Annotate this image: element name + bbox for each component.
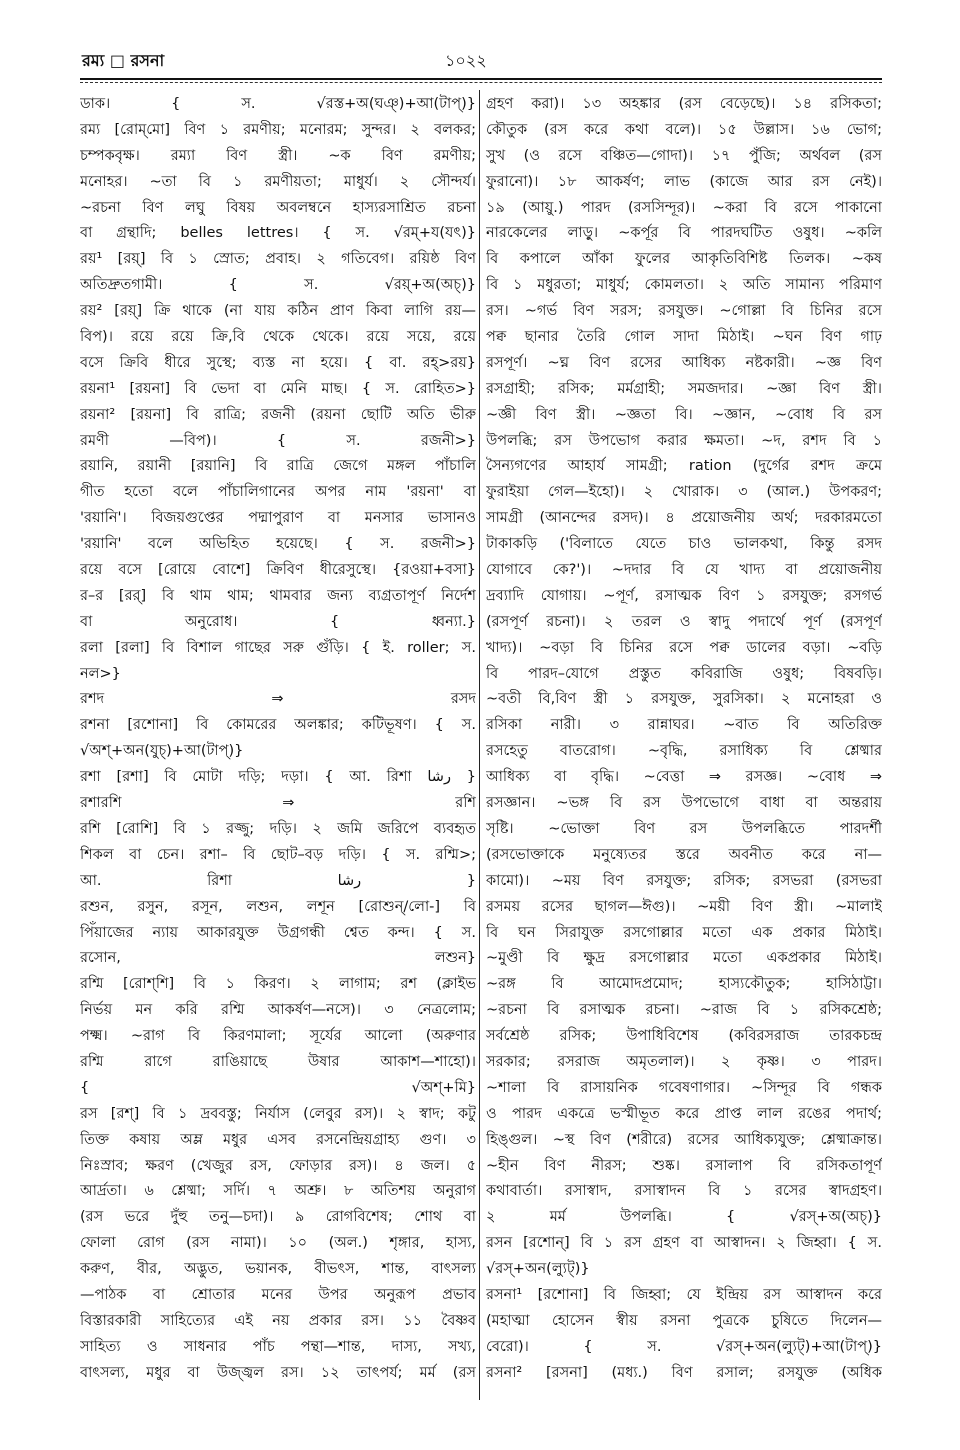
text-line: 'রয়ানি'। বিজয়গুপ্তের পদ্মাপুরাণ বা মনসার ভাসানও <box>80 510 476 527</box>
text-line: মনোহর। ~তা বি ১ রমণীয়তা; মাধুর্য। ২ সৌন্দর্য। <box>80 173 476 190</box>
text-line: উপলব্ধি; রস উপভোগ করার ক্ষমতা। ~দ, রশদ বি ১ <box>486 432 882 449</box>
text-line: ফুরাইয়া গেল—ইহো)। ২ খোরাক। ৩ (আল.) উপকরণ; <box>486 484 882 501</box>
text-line: বিপ)। রয়ে রয়ে ক্রি,বি থেকে থেকে। রয়ে সয়ে, রয়ে <box>80 329 476 346</box>
text-line: নল>} <box>80 665 121 682</box>
text-line: রয়না¹ [রয়না] বি ভেদা বা মেনি মাছ। { স. রোহিত>} <box>80 380 476 397</box>
text-line: পক্ব ছানার তৈরি গোল সাদা মিঠাই। ~ঘন বিণ গাঢ় <box>486 329 882 346</box>
text-line: খাদ্য)। ~বড়া বি চিনির রসে পক্ব ডালের বড়া। ~বড়ি <box>486 639 882 656</box>
text-line: টাকাকড়ি ('বিলাতে যেতে চাও ভালকথা, কিন্তু রসদ <box>486 536 882 553</box>
text-line: রসোন, লশুন} <box>80 950 476 967</box>
text-line: তিক্ত কষায় অম্ল মধুর এসব রসনেন্দ্রিয়গ্রাহ্য গুণ। ৩ <box>80 1131 476 1148</box>
text-line: { √অশ্+মি} <box>80 1079 476 1096</box>
text-line: রস। ~গর্ভ বিণ সরস; রসযুক্ত। ~গোল্লা বি চিনির রসে <box>486 303 882 320</box>
text-line: কৌতুক (রস করে কথা বলে)। ১৫ উল্লাস। ১৬ ভোগ; <box>486 121 882 138</box>
text-line: ~হীন বিণ নীরস; শুষ্ক। রসালাপ বি রসিকতাপূর্ণ <box>486 1157 882 1174</box>
text-line: ফুরানো)। ১৮ আকর্ষণ; লাভ (কাজে আর রস নেই)। <box>486 173 882 190</box>
text-line: বি কপালে আঁকা ফুলের আকৃতিবিশিষ্ট তিলক। ~কষ <box>486 251 882 268</box>
text-line: রমণী —বিপ)। { স. রজনী>} <box>80 432 476 449</box>
text-line: রম্য [রোম্‌মো] বিণ ১ রমণীয়; মনোরম; সুন্দর। ২ বলকর; <box>80 121 476 138</box>
text-line: র–র [রর্] বি থাম থাম; থামবার জন্য ব্যগ্রতাপূর্ণ নির্দেশ <box>80 587 476 604</box>
text-line: রয়² [রয়্] ক্রি থাকে (না যায় কঠিন প্রাণ কিবা লাগি রয়— <box>80 303 476 320</box>
text-line: হিঙ্গুল। ~স্থ বিণ (শরীরে) রসের আধিক্যযুক্ত; শ্লেষ্মাক্রান্ত। <box>486 1131 882 1148</box>
text-line: অতিদ্রুতগামী। { স. √রয়্+অ(অচ্)} <box>80 277 476 294</box>
text-line: কামো)। ~ময় বিণ রসযুক্ত; রসিক; রসভরা (রসভরা <box>486 872 882 889</box>
text-line: ২ মর্ম উপলব্ধি। { √রস্+অ(অচ্)} <box>486 1209 882 1226</box>
guide-words: রম্য □ রসনা <box>82 51 165 70</box>
text-line: সামগ্রী (আনন্দের রসদ)। ৪ প্রয়োজনীয় অর্থ; দরকারমতো <box>486 510 882 527</box>
text-line: (রসভোক্তাকে মনুষ্যেতর স্তরে অবনীত করে না— <box>486 846 882 863</box>
text-line: রশদ ⇒ রসদ <box>80 691 476 708</box>
text-line: সুখ (ও রসে বঞ্চিত—গোদা)। ১৭ পুঁজি; অর্থবল (রস <box>486 147 882 164</box>
text-line: বসে ক্রিবি ধীরে সুস্থে; ব্যস্ত না হয়ে। { বা. রহ্>রয়} <box>80 354 476 371</box>
text-line: নিঃস্রাব; ক্ষরণ (খেজুর রস, ফোড়ার রস)। ৪ জল। ৫ <box>80 1157 476 1174</box>
text-line: (রসপূর্ণ রচনা)। ২ তরল ও স্বাদু পদার্থে পূর্ণ (রসপূর্ণ <box>486 613 882 630</box>
text-line: সর্বশ্রেষ্ঠ রসিক; উপাধিবিশেষ (কবিরসরাজ তারকচন্দ্র <box>486 1028 882 1045</box>
text-line: বি পারদ–যোগে প্রস্তুত কবিরাজি ওষুধ; বিষবড়ি। <box>486 665 882 682</box>
text-line: সৃষ্টি। ~ভোক্তা বিণ রস উপলব্ধিতে পারদর্শী <box>486 820 882 837</box>
text-line: রয়ানি, রয়ানী [রয়ানি] বি রাত্রি জেগে মঙ্গল পাঁচালি <box>80 458 476 475</box>
text-line: বেরো)। { স. √রস্+অন(ল্যুট্)+আ(টাপ্)} <box>486 1338 882 1355</box>
text-line: রয়ে বসে [রোয়ে বোশে] ক্রিবিণ ধীরেসুস্থে। {রওয়া+বসা} <box>80 562 476 579</box>
text-line: রশ্মি রাগে রাঙিয়াছে উষার আকাশ—শাহো)। <box>80 1053 476 1070</box>
header-rule <box>80 78 882 80</box>
text-line: ও পারদ একত্রে ভস্মীভূত করে প্রাপ্ত লাল রঙের পদার্থ; <box>486 1105 882 1122</box>
text-line: রসনা² [রসনা] (মধ্য.) বিণ রসাল; রসযুক্ত (অধিক <box>486 1364 882 1381</box>
text-line: রলা [রলা] বি বিশাল গাছের সরু গুঁড়ি। { ই. roller; স. <box>80 639 476 656</box>
text-line: ফোলা রোগ (রস নামা)। ১০ (অল.) শৃঙ্গার, হাস্য, <box>80 1235 476 1252</box>
text-line: রশি [রোশি] বি ১ রজ্জু; দড়ি। ২ জমি জরিপে ব্যবহৃত <box>80 820 476 837</box>
text-line: নির্ভয় মন করি রশ্মি আকর্ষণ—নসে)। ৩ নেত্রলোম; <box>80 1002 476 1019</box>
text-line: √অশ্+অন(যুচ্)+আ(টাপ্)} <box>80 743 244 760</box>
text-line: সরকার; রসরাজ অমৃতলাল)। ২ কৃষ্ণ। ৩ পারদ। <box>486 1053 882 1070</box>
text-line: বি ১ মধুরতা; মাধুর্য; কোমলতা। ২ অতি সামান্য পরিমাণ <box>486 277 882 294</box>
text-line: বা অনুরোধ। { ধ্বন্যা.} <box>80 613 476 630</box>
text-line: ডাক। { স. √রস্ত+অ(ঘঞ্)+আ(টাপ্)} <box>80 96 476 112</box>
text-line: (মহাত্মা হোসেন স্বীয় রসনা পুত্রকে চুষিতে দিলেন— <box>486 1312 882 1329</box>
text-line: 'রয়ানি' বলে অভিহিত হয়েছে। { স. রজনী>} <box>80 536 476 553</box>
header-rule-dashed <box>80 82 882 83</box>
text-line: ~শালা বি রাসায়নিক গবেষণাগার। ~সিন্দূর বি গন্ধক <box>486 1079 882 1096</box>
text-line: আর্দ্রতা। ৬ শ্লেষ্মা; সর্দি। ৭ অশ্রু। ৮ অতিশয় অনুরাগ <box>80 1183 476 1200</box>
text-line: আধিক্য বা বৃদ্ধি। ~বেত্তা ⇒ রসজ্ঞ। ~বোধ ⇒ <box>486 769 882 786</box>
text-line: ~রঙ্গ বি আমোদপ্রমোদ; হাস্যকৌতুক; হাসিঠাট্টা। <box>486 976 882 993</box>
text-line: করুণ, বীর, অদ্ভুত, ভয়ানক, বীভৎস, শান্ত, বাৎসল্য <box>80 1261 476 1278</box>
page-number: ১০২২ <box>445 51 487 70</box>
text-line: রসময় রসের ছাগল—ঈগু)। ~ময়ী বিণ স্ত্রী। ~মালাই <box>486 898 882 915</box>
text-line: পিঁয়াজের ন্যায় আকারযুক্ত উগ্রগন্ধী শ্বেত কন্দ। { স. <box>80 924 476 941</box>
text-line: রশ্মি [রোশ্‌শি] বি ১ কিরণ। ২ লাগাম; রশ (ক্লাইভ <box>80 976 476 993</box>
text-line: রসিকা নারী। ৩ রান্নাঘর। ~বাত বি অতিরিক্ত <box>486 717 882 734</box>
text-line: গীত হতো বলে পাঁচালিগানের অপর নাম 'রয়না' বা <box>80 484 476 501</box>
text-line: শিকল বা চেন। রশা– বি ছোট–বড় দড়ি। { স. রশ্মি>; <box>80 846 476 863</box>
text-line: ~মুণ্ডী বি ক্ষুদ্র রসগোল্লার মতো একপ্রকার মিঠাই। <box>486 950 882 967</box>
text-line: ~রচনা বি রসাত্মক রচনা। ~রাজ বি ১ রসিকশ্রেষ্ঠ; <box>486 1002 882 1019</box>
text-line: বিস্তারকারী সাহিত্যের এই নয় প্রকার রস। ১১ বৈষ্ণব <box>80 1312 476 1329</box>
text-line: গ্রহণ করা)। ১৩ অহঙ্কার (রস বেড়েছে)। ১৪ রসিকতা; <box>486 96 882 112</box>
text-line: কথাবার্তা। রসাস্বাদ, রসাস্বাদন বি ১ রসের স্বাদগ্রহণ। <box>486 1183 882 1200</box>
text-line: নারকেলের লাড়ু। ~কর্পূর বি পারদঘটিত ওষুধ। ~কলি <box>486 225 882 242</box>
text-line: রসগ্রাহী; রসিক; মর্মগ্রাহী; সমজদার। ~জ্ঞা বিণ স্ত্রী। <box>486 380 882 397</box>
text-line: (রস ভরে দুঁহু তনু—চদা)। ৯ রোগবিশেষ; শোথ বা <box>80 1209 476 1226</box>
text-line: √রস্+অন(ল্যুট্)} <box>486 1261 590 1278</box>
text-line: —পাঠক বা শ্রোতার মনের উপর অনুরূপ প্রভাব <box>80 1286 476 1303</box>
text-line: রয়¹ [রয়্] বি ১ স্রোত; প্রবাহ। ২ গতিবেগ। রয়িষ্ঠ বিণ <box>80 251 476 268</box>
page-header <box>80 48 880 74</box>
text-line: রশারশি ⇒ রশি <box>80 795 476 812</box>
left-column <box>80 92 476 1387</box>
text-line: ~রচনা বিণ লঘু বিষয় অবলম্বনে হাস্যরসাশ্রিত রচনা <box>80 199 476 216</box>
right-column <box>486 92 882 1387</box>
text-line: সাহিত্য ও সাধনার পাঁচ পন্থা—শান্ত, দাস্য, সখ্য, <box>80 1338 476 1355</box>
text-line: আ. রিশা رشا } <box>80 872 476 889</box>
text-line: রশুন, রসুন, রসূন, লশুন, লশূন [রোশুন্/লো-] বি <box>80 898 476 915</box>
text-line: রশা [রশা] বি মোটা দড়ি; দড়া। { আ. রিশা رشا } <box>80 769 476 786</box>
text-line: বা গ্রন্থাদি; belles lettres। { স. √রম্+য(যৎ)} <box>80 225 476 242</box>
text-line: চম্পকবৃক্ষ। রম্যা বিণ স্ত্রী। ~ক বিণ রমণীয়; <box>80 147 476 164</box>
text-line: রসন [রশোন্] বি ১ রস গ্রহণ বা আস্বাদন। ২ জিহ্বা। { স. <box>486 1235 882 1252</box>
text-line: রশনা [রশোনা] বি কোমরের অলঙ্কার; কটিভূষণ। { স. <box>80 717 476 734</box>
text-line: বাৎসল্য, মধুর বা উজ্জ্বল রস। ১২ তাৎপর্য; মর্ম (রস <box>80 1364 476 1381</box>
text-line: দ্রব্যাদি যোগায়। ~পূর্ণ, রসাত্মক বিণ ১ রসযুক্ত; রসগর্ভ <box>486 587 882 604</box>
text-line: রসনা¹ [রশোনা] বি জিহ্বা; যে ইন্দ্রিয় রস আস্বাদন করে <box>486 1286 882 1303</box>
text-line: যোগাবে কে?')। ~দদার বি যে খাদ্য বা প্রয়োজনীয় <box>486 562 882 579</box>
text-line: রসহেতু বাতরোগ। ~বৃদ্ধি, রসাধিক্য বি শ্লেষ্মার <box>486 743 882 760</box>
text-line: ~জ্ঞী বিণ স্ত্রী। ~জ্ঞতা বি। ~জ্ঞান, ~বোধ বি রস <box>486 406 882 423</box>
text-line: ১৯ (আয়ু.) পারদ (রসসিন্দূর)। ~করা বি রসে পাকানো <box>486 199 882 216</box>
text-line: রসজ্ঞান। ~ভঙ্গ বি রস উপভোগে বাধা বা অন্তরায় <box>486 795 882 812</box>
text-line: বি ঘন সিরাযুক্ত রসগোল্লার মতো এক প্রকার মিঠাই। <box>486 924 882 941</box>
text-line: পক্ষ্ম। ~রাগ বি কিরণমালা; সূর্যের আলো (অরুণার <box>80 1028 476 1045</box>
text-line: রসপূর্ণ। ~ঘ্ন বিণ রসের আধিক্য নষ্টকারী। ~জ্ঞ বিণ <box>486 354 882 371</box>
text-line: ~বতী বি,বিণ স্ত্রী ১ রসযুক্ত, সুরসিকা। ২ মনোহরা ও <box>486 691 882 708</box>
text-line: রস [রশ্] বি ১ দ্রববস্তু; নির্যাস (লেবুর রস)। ২ স্বাদ; কটু <box>80 1105 476 1122</box>
text-line: সৈন্যগণের আহার্য সামগ্রী; ration (দুর্গের রশদ ক্রমে <box>486 458 882 475</box>
column-divider <box>479 90 480 1400</box>
text-line: রয়না² [রয়না] বি রাত্রি; রজনী (রয়না ছোটি অতি ভীরু <box>80 406 476 423</box>
